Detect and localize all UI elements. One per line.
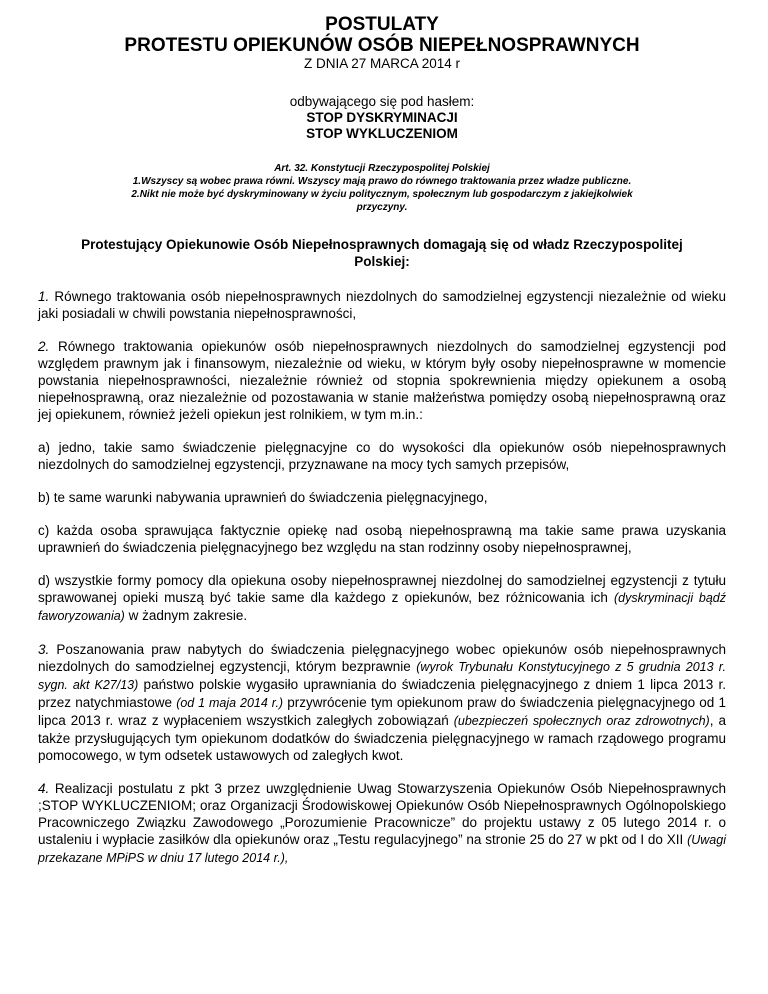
article-point-2: 2.Nikt nie może być dyskryminowany w życiu politycznym, społecznym lub gospodarczym z jakiejkolwiek przyczyny. xyxy=(131,189,633,213)
demand-heading: Protestujący Opiekunowie Osób Niepełnosprawnych domagają się od władz Rzeczypospolitej Polskiej: xyxy=(81,237,683,269)
postulate-3-italic-3: (ubezpieczeń społecznych oraz zdrowotnych) xyxy=(453,714,710,728)
postulate-3-number: 3. xyxy=(38,642,50,657)
postulate-2d-italic: (dyskryminacji bądź faworyzowania) xyxy=(38,591,726,623)
postulate-2a: a) jedno, takie samo świadczenie pielęgnacyjne co do wysokości dla opiekunów osób niepełnosprawnych niezdolnych do samodzielnej egzystencji, przyznawane na mocy tych samych przepisów, xyxy=(38,440,726,472)
postulate-4-text-1: Realizacji postulatu z pkt 3 przez uwzględnienie Uwag Stowarzyszenia Opiekunów Osób Niepełnosprawnych ;STOP WYKLUCZENIOM; oraz Organizacji Środowiskowej Opiekunów Osób Niepełnosprawnych Ogólnopolskiego Pracowniczego Związku Zawodowego „Porozumienie Pracownicze” do projektu ustawy z 05 lutego 2014 r. o ustaleniu i wypłacie zasiłków dla opiekunów oraz „Testu regulacyjnego” na stronie 25 do 27 w pkt od I do XII xyxy=(38,781,726,847)
title-line-2: PROTESTU OPIEKUNÓW OSÓB NIEPEŁNOSPRAWNYCH xyxy=(124,35,640,56)
postulate-3-text-3: przywrócenie tym opiekunom praw do świadczenia pielęgnacyjnego od 1 lipca 2013 r. wraz z wypłaceniem wszystkich zaległych zobowiązań xyxy=(38,695,726,728)
slogan-1: STOP DYSKRYMINACJI xyxy=(306,110,458,125)
slogan-2: STOP WYKLUCZENIOM xyxy=(306,126,458,141)
postulate-2b: b) te same warunki nabywania uprawnień do świadczenia pielęgnacyjnego, xyxy=(38,490,488,505)
article-title: Art. 32. Konstytucji Rzeczypospolitej Polskiej xyxy=(274,163,490,174)
postulate-2 xyxy=(38,338,726,423)
postulate-3 xyxy=(38,641,726,764)
title-line-1: POSTULATY xyxy=(325,14,439,35)
document-header xyxy=(38,14,726,142)
postulate-2d-text-2: w żadnym zakresie. xyxy=(124,608,248,623)
postulate-4-number: 4. xyxy=(38,781,50,796)
postulate-4-italic: (Uwagi przekazane MPiPS w dniu 17 lutego 2014 r.), xyxy=(38,833,726,865)
postulate-3-italic-1: (wyrok Trybunału Konstytucyjnego z 5 grudnia 2013 r. sygn. akt K27/13) xyxy=(38,660,726,692)
postulate-2-text: Równego traktowania opiekunów osób niepełnosprawnych niezdolnych do samodzielnej egzystencji pod względem prawnym jak i finansowym, niezależnie od wieku, w którym były osoby niepełnosprawne w momencie powstania niepełnosprawności, niezależnie również od stopnia spokrewnienia między opiekunem a osobą niepełnosprawną, oraz niezależnie od pozostawania w stanie małżeństwa pomiędzy osobą niepełnosprawną oraz jej opiekunem, również jeżeli opiekun jest rolnikiem, w tym m.in.: xyxy=(38,339,726,422)
postulate-2c: c) każda osoba sprawująca faktycznie opiekę nad osobą niepełnosprawną ma takie same prawa uzyskania uprawnień do świadczenia pielęgnacyjnego bez względu na stan rodzinny osoby niepełnosprawnej, xyxy=(38,523,726,555)
postulate-4 xyxy=(38,780,726,867)
postulate-1 xyxy=(38,288,726,322)
postulate-1-number: 1. xyxy=(38,289,50,304)
postulate-2d-text-1: d) wszystkie formy pomocy dla opiekuna osoby niepełnosprawnej niezdolnej do samodzielnej egzystencji z tytułu sprawowanej opieki muszą być takie same dla każdego z opiekunów, bez różnicowania ich xyxy=(38,573,726,605)
article-point-1: 1.Wszyscy są wobec prawa równi. Wszyscy mają prawo do równego traktowania przez władze publiczne. xyxy=(132,176,632,187)
postulate-3-text-4: , a także przysługujących tym opiekunom dodatków do świadczenia pielęgnacyjnego w ramach rządowego programu pomocowego, w tym odsetek ustawowych od zaległych kwot. xyxy=(38,713,726,763)
postulate-3-text-1: Poszanowania praw nabytych do świadczenia pielęgnacyjnego wobec opiekunów osób niepełnosprawnych niezdolnych do samodzielnej egzystencji, którym bezprawnie xyxy=(38,642,726,674)
postulate-2-number: 2. xyxy=(38,339,50,354)
postulate-2d xyxy=(38,572,726,625)
date-line: Z DNIA 27 MARCA 2014 r xyxy=(303,56,461,71)
constitution-article xyxy=(38,162,726,214)
postulate-3-text-2: państwo polskie wygasiło uprawniania do świadczenia pielęgnacyjnego z dniem 1 lipca 2013 r. przez natychmiastowe xyxy=(38,677,726,710)
slogan-intro: odbywającego się pod hasłem: xyxy=(289,94,475,109)
postulate-1-text: Równego traktowania osób niepełnosprawnych niezdolnych do samodzielnej egzystencji niezależnie od wieku jaki posiadali w chwili powstania niepełnosprawności, xyxy=(38,289,726,321)
postulate-3-italic-2: (od 1 maja 2014 r.) xyxy=(176,696,284,710)
